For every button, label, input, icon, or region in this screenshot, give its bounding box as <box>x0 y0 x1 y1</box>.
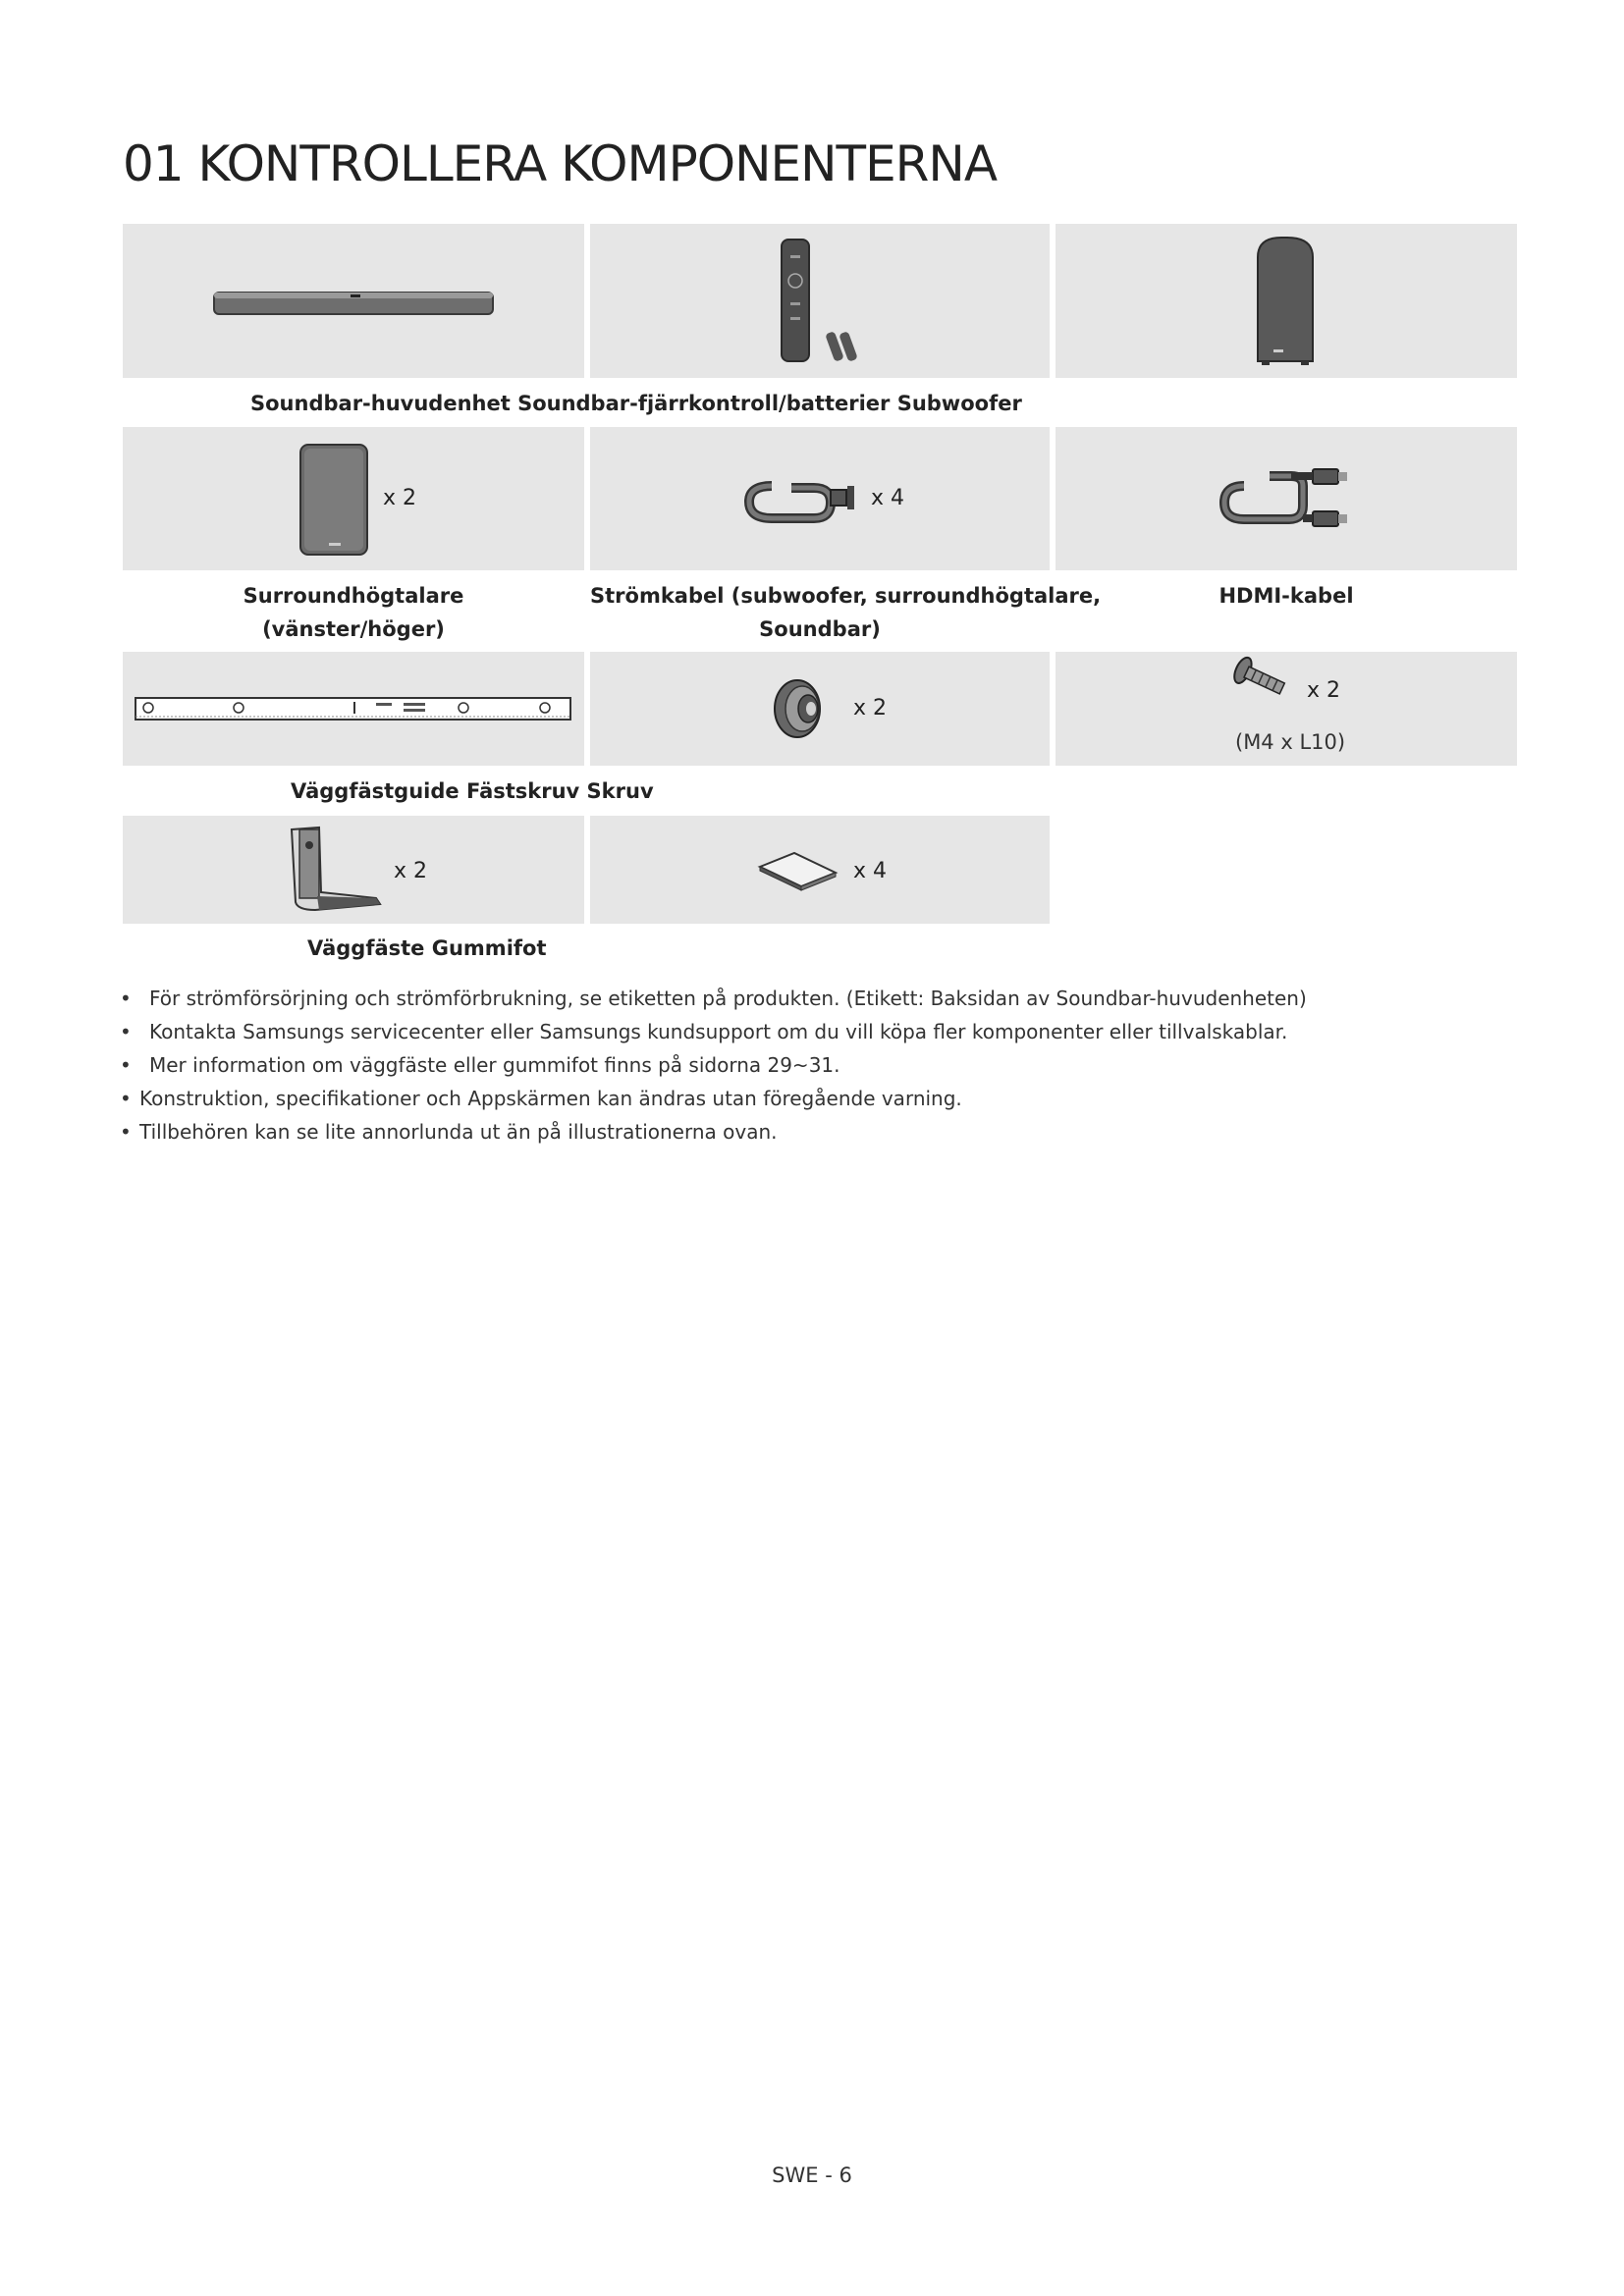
notes-list <box>120 982 1494 1148</box>
remote-control-icon <box>590 224 1050 378</box>
screw-spec: (M4 x L10) <box>1235 730 1346 754</box>
soundbar-icon <box>123 224 584 378</box>
bullet: • <box>120 1087 132 1110</box>
note-item <box>120 1015 1494 1048</box>
surround-qty: x 2 <box>383 486 417 510</box>
subwoofer-icon <box>1056 224 1517 378</box>
surround-label-line1: Surroundhögtalare <box>243 584 464 608</box>
note-item <box>120 982 1494 1015</box>
wall-mount-guide-icon <box>123 652 584 766</box>
rubber-foot-qty: x 4 <box>853 859 888 883</box>
bullet: • <box>120 1053 132 1077</box>
note-item <box>120 1048 1494 1082</box>
power-cable-tile <box>590 427 1050 570</box>
page-title: 01 KONTROLLERA KOMPONENTERNA <box>123 135 998 192</box>
wall-bracket-qty: x 2 <box>394 859 428 883</box>
note-item <box>120 1082 1494 1115</box>
soundbar-main-unit-tile <box>123 224 584 378</box>
hdmi-cable-tile <box>1056 427 1517 570</box>
note-text: Tillbehören kan se lite annorlunda ut än på illustrationerna ovan. <box>139 1120 778 1144</box>
hdmi-cable-label: HDMI-kabel <box>1218 584 1354 608</box>
rubber-foot-icon <box>590 816 1050 924</box>
note-text: Konstruktion, specifikationer och Appskärmen kan ändras utan föregående varning. <box>139 1087 962 1110</box>
power-cable-icon <box>590 427 1050 570</box>
hdmi-cable-icon <box>1056 427 1517 570</box>
surround-label <box>123 579 584 646</box>
row3-caption: Väggfästguide Fästskruv Skruv <box>291 779 654 803</box>
bullet: • <box>120 987 132 1010</box>
holder-screw-qty: x 2 <box>853 696 888 721</box>
power-cable-label <box>590 579 1102 646</box>
surround-label-line2: (vänster/höger) <box>262 617 445 641</box>
soundbar-remote-tile <box>590 224 1050 378</box>
batteries-icon <box>825 331 858 362</box>
rubber-foot-tile <box>590 816 1050 924</box>
surround-speaker-tile <box>123 427 584 570</box>
screw-tile <box>1056 652 1517 766</box>
wall-mount-guide-tile <box>123 652 584 766</box>
note-text: För strömförsörjning och strömförbrukning, se etiketten på produkten. (Etikett: Baksidan av Soundbar-huvudenheten) <box>149 987 1307 1010</box>
power-cable-label-line1: Strömkabel (subwoofer, surroundhögtalare, <box>590 584 1102 608</box>
note-text: Mer information om väggfäste eller gummifot finns på sidorna 29~31. <box>149 1053 840 1077</box>
surround-speaker-icon <box>123 427 584 570</box>
power-cable-label-line2: Soundbar) <box>759 617 881 641</box>
bullet: • <box>120 1020 132 1043</box>
bullet: • <box>120 1120 132 1144</box>
wall-bracket-tile <box>123 816 584 924</box>
subwoofer-tile <box>1056 224 1517 378</box>
note-item <box>120 1115 1494 1148</box>
row1-caption: Soundbar-huvudenhet Soundbar-fjärrkontroll/batterier Subwoofer <box>250 392 1022 415</box>
power-cable-qty: x 4 <box>871 486 905 510</box>
page-footer: SWE - 6 <box>772 2163 852 2187</box>
row4-caption: Väggfäste Gummifot <box>307 936 547 960</box>
holder-screw-icon <box>590 652 1050 766</box>
screw-qty: x 2 <box>1307 678 1341 703</box>
wall-bracket-icon <box>123 816 584 924</box>
note-text: Kontakta Samsungs servicecenter eller Samsungs kundsupport om du vill köpa fler komponenter eller tillvalskablar. <box>149 1020 1288 1043</box>
holder-screw-tile <box>590 652 1050 766</box>
